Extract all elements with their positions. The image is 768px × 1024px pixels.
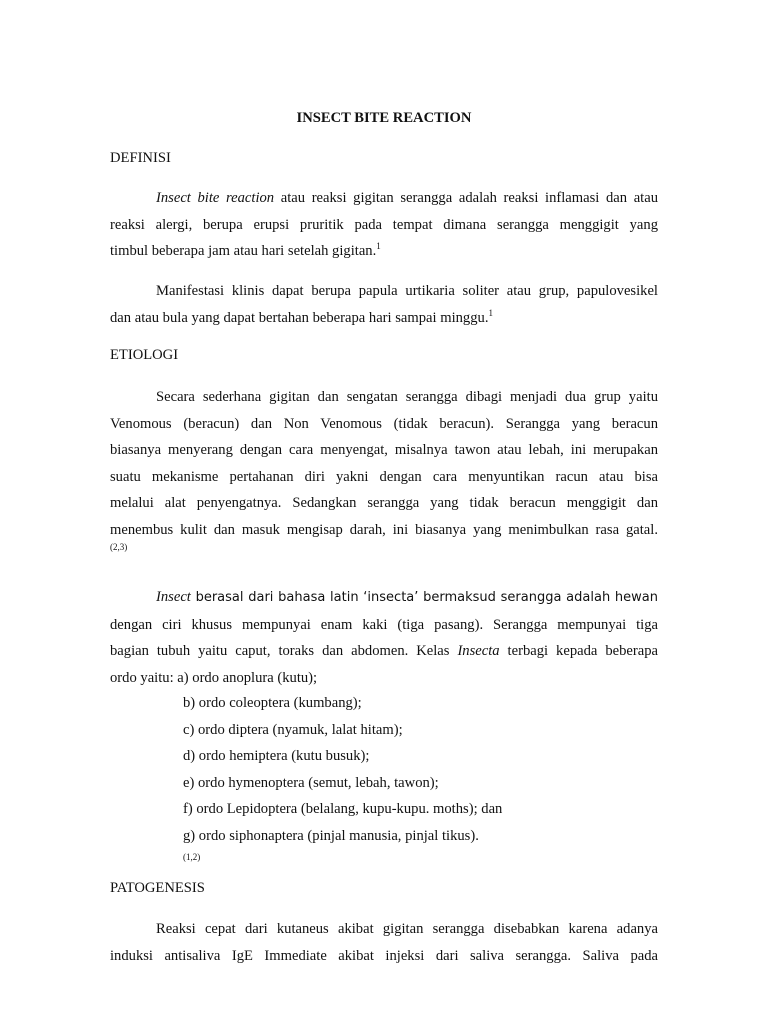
text-line: suatu mekanisme pertahanan diri yakni dengan cara menyuntikan racun atau bisa [110, 468, 658, 485]
text-line: biasanya menyerang dengan cara menyengat, misalnya tawon atau lebah, ini merupakan [110, 442, 658, 458]
text-span: atau reaksi gigitan serangga adalah reaksi inflamasi dan atau [274, 190, 658, 206]
text-span: terbagi kepada beberapa [499, 643, 658, 659]
text-span: timbul beberapa jam atau hari setelah gigitan. [110, 243, 377, 259]
ordo-list [183, 690, 663, 876]
paragraph-patogenesis-1 [110, 916, 658, 969]
citation-superscript: (1,2) [183, 852, 201, 863]
list-item: b) ordo coleoptera (kumbang); [183, 695, 362, 711]
italic-term: Insect [156, 589, 191, 605]
list-item: d) ordo hemiptera (kutu busuk); [183, 748, 370, 764]
paragraph-definisi-1 [110, 185, 658, 265]
italic-term: Insect bite reaction [156, 190, 275, 206]
text-line: menembus kulit dan masuk mengisap darah, ini biasanya yang menimbulkan rasa gatal. [110, 521, 658, 538]
document-title: INSECT BITE REACTION [296, 110, 472, 126]
text-line: Reaksi cepat dari kutaneus akibat gigitan serangga disebabkan karena adanya [156, 921, 658, 937]
text-span: bagian tubuh yaitu caput, toraks dan abdomen. Kelas [110, 643, 458, 659]
list-item: g) ordo siphonaptera (pinjal manusia, pinjal tikus). [183, 827, 479, 844]
text-line: reaksi alergi, berupa erupsi pruritik pada tempat dimana serangga menggigit yang [110, 216, 658, 233]
text-line [110, 305, 658, 332]
text-line: Secara sederhana gigitan dan sengatan serangga dibagi menjadi dua grup yaitu [156, 389, 658, 405]
paragraph-definisi-2 [110, 278, 658, 331]
text-line: ordo yaitu: a) ordo anoplura (kutu); [110, 669, 318, 686]
text-line: melalui alat penyengatnya. Sedangkan serangga yang tidak beracun menggigit dan [110, 495, 658, 511]
section-heading-patogenesis: PATOGENESIS [110, 880, 205, 896]
section-heading-etiologi: ETIOLOGI [110, 347, 179, 363]
list-item [183, 849, 663, 876]
text-line [110, 638, 658, 665]
section-heading-definisi: DEFINISI [110, 150, 171, 166]
list-item: e) ordo hymenoptera (semut, lebah, tawon); [183, 774, 439, 791]
text-span: dan atau bula yang dapat bertahan beberapa hari sampai minggu. [110, 309, 489, 326]
citation-superscript: 1 [488, 307, 493, 318]
paragraph-etiologi-1 [110, 384, 658, 553]
list-item: c) ordo diptera (nyamuk, lalat hitam); [183, 721, 403, 738]
text-line: Manifestasi klinis dapat berupa papula urtikaria soliter atau grup, papulovesikel [156, 283, 658, 299]
text-line [110, 185, 658, 212]
text-line: Venomous (beracun) dan Non Venomous (tidak beracun). Serangga yang beracun [110, 415, 658, 432]
text-line: dengan ciri khusus mempunyai enam kaki (tiga pasang). Serangga mempunyai tiga [110, 616, 658, 633]
paragraph-etiologi-2 [110, 584, 658, 691]
citation-superscript: 1 [376, 241, 381, 252]
text-line [110, 238, 658, 265]
italic-term: Insecta [457, 643, 500, 659]
citation-reference: (2,3) [110, 542, 128, 552]
text-line [110, 584, 658, 612]
text-line: induksi antisaliva IgE Immediate akibat injeksi dari saliva serangga. Saliva pada [110, 947, 658, 964]
list-item: f) ordo Lepidoptera (belalang, kupu-kupu. moths); dan [183, 801, 503, 817]
text-span: berasal dari bahasa latin ‘insecta’ bermaksud serangga adalah hewan [190, 590, 658, 605]
